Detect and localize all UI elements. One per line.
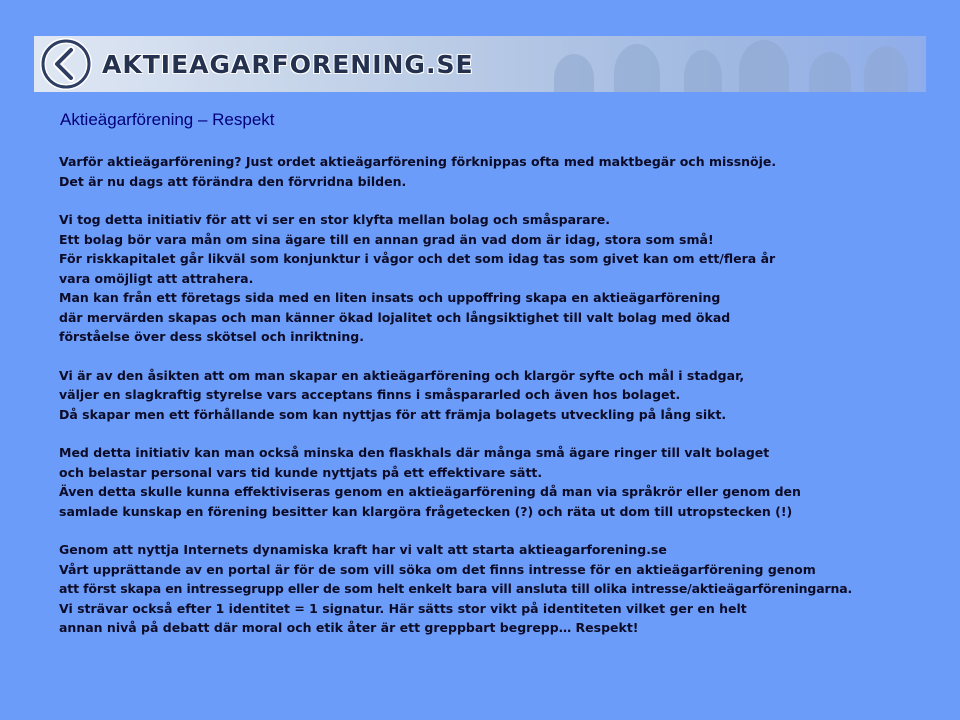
text-line: Ett bolag bör vara mån om sina ägare till en annan grad än vad dom är idag, stora som små!: [59, 231, 714, 247]
text-line: För riskkapitalet går likväl som konjunktur i vågor och det som idag tas som givet kan om ett/flera år: [59, 251, 776, 266]
header-banner: [34, 36, 926, 92]
text-line: Med detta initiativ kan man också minska den flaskhals där många små ägare ringer till valt bolaget: [59, 445, 770, 460]
text-line: annan nivå på debatt där moral och etik åter är ett greppbart begrepp… Respekt!: [59, 620, 639, 635]
paragraph-portal: [59, 540, 919, 638]
text-line: Genom att nyttja Internets dynamiska kraft har vi valt att starta aktieagarforening.se: [59, 542, 667, 557]
text-line: Vi tog detta initiativ för att vi ser en stor klyfta mellan bolag och småsparare.: [59, 212, 611, 227]
text-line: Vårt upprättande av en portal är för de som vill söka om det finns intresse för en aktieägarförening genom: [59, 561, 816, 577]
text-line: Man kan från ett företags sida med en liten insats och uppoffring skapa en aktieägarförening: [59, 290, 721, 305]
circle-arrow-logo-icon: [40, 38, 92, 90]
text-line: Även detta skulle kunna effektiviseras genom en aktieägarförening då man via språkrör eller genom den: [59, 484, 801, 499]
paragraph-intro: [59, 152, 919, 191]
text-line: Då skapar men ett förhållande som kan nyttjas för att främja bolagets utveckling på lång sikt.: [59, 406, 727, 422]
text-line: Varför aktieägarförening? Just ordet aktieägarförening förknippas ofta med maktbegär och missnöje.: [59, 154, 777, 169]
text-line: väljer en slagkraftig styrelse vars acceptans finns i småspararled och även hos bolaget.: [59, 387, 681, 402]
paragraph-opinion: [59, 366, 919, 425]
text-line: vara omöjligt att attrahera.: [59, 270, 254, 286]
text-line: där mervärden skapas och man känner ökad lojalitet och långsiktighet till valt bolag med ökad: [59, 309, 731, 325]
text-line: förståelse över dess skötsel och inriktning.: [59, 329, 364, 344]
body-text: [59, 152, 919, 657]
text-line: Det är nu dags att förändra den förvridna bilden.: [59, 173, 407, 189]
logo-text: AKTIEAGARFORENING.SE: [102, 50, 474, 79]
text-line: Vi är av den åsikten att om man skapar en aktieägarförening och klargör syfte och mål i stadgar,: [59, 367, 745, 383]
paragraph-bottleneck: [59, 443, 919, 521]
page-title: Aktieägarförening – Respekt: [60, 110, 275, 129]
text-line: att först skapa en intressegrupp eller de som helt enkelt bara vill ansluta till olika intresse/aktieägarföreningarna.: [59, 581, 853, 596]
paragraph-initiative: [59, 210, 919, 347]
text-line: Vi strävar också efter 1 identitet = 1 signatur. Här sätts stor vikt på identiteten vilket ger en helt: [59, 600, 747, 616]
text-line: och belastar personal vars tid kunde nyttjats på ett effektivare sätt.: [59, 464, 543, 480]
text-line: samlade kunskap en förening besitter kan klargöra frågetecken (?) och räta ut dom till utropstecken (!): [59, 503, 793, 519]
